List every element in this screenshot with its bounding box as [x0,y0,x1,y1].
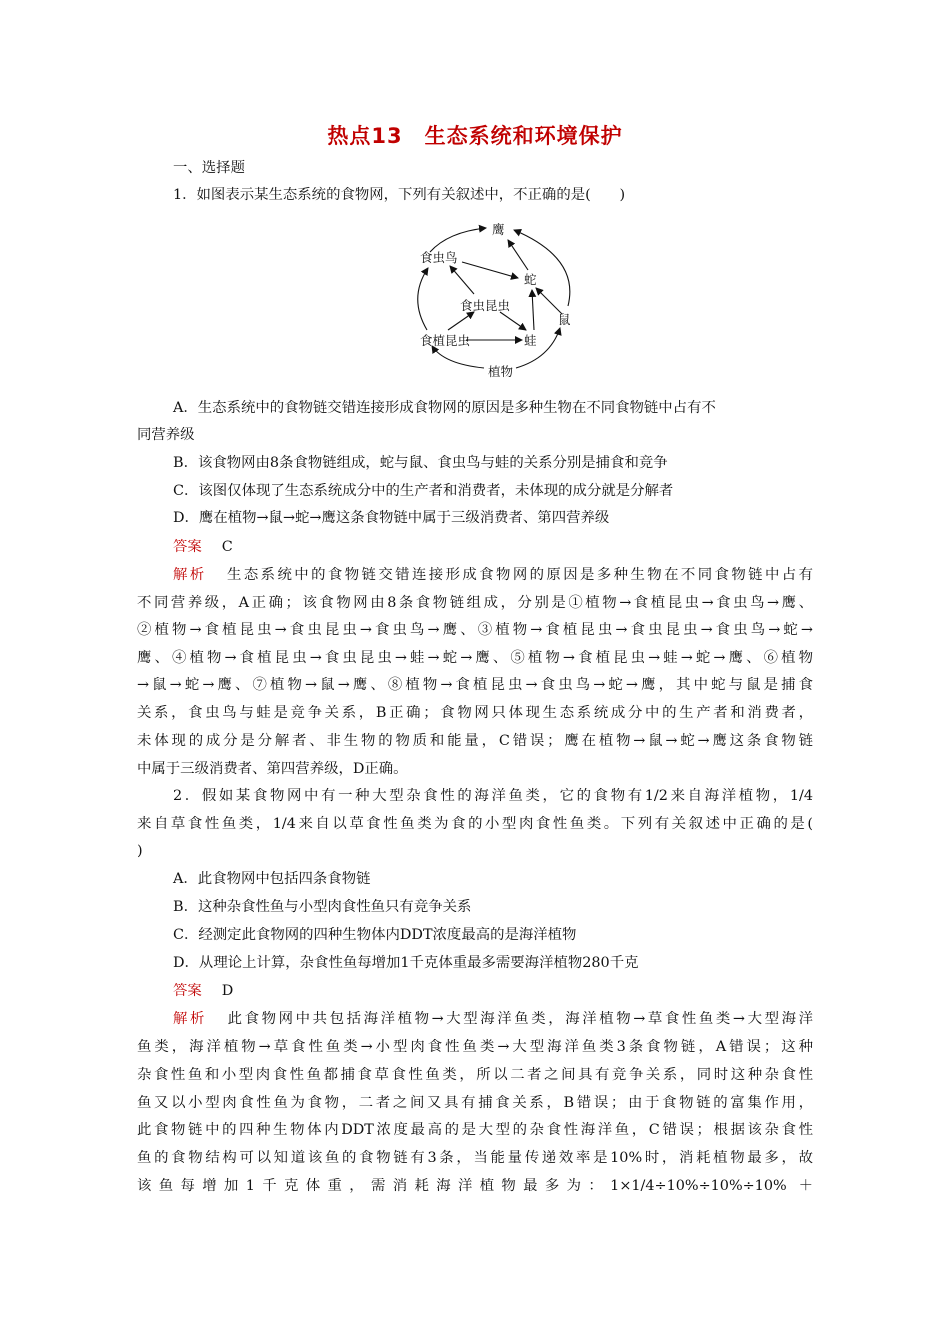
q1-analysis-line-2: 不同营养级，A正确；该食物网由8条食物链组成，分别是①植物→食植昆虫→食虫鸟→鹰、 [137,595,813,611]
arc-herbivorous-insect-to-insect-bird [418,268,428,330]
arrow-frog-to-snake [532,290,534,330]
analysis-text: 生态系统中的食物链交错连接形成食物网的原因是多种生物在不同食物链中占有 [224,567,813,583]
arc-plant-to-herbivorous-insect [432,346,484,368]
question-2-stem-line-2: 来自草食性鱼类，1/4来自以草食性鱼类为食的小型肉食性鱼类。下列有关叙述中正确的是( [137,816,813,832]
analysis-label: 解析 [173,1011,207,1027]
label-plant: 植物 [488,364,514,379]
q2-analysis-line-4: 鱼又以小型肉食性鱼为食物，二者之间又具有捕食关系，B错误；由于食物链的富集作用， [137,1095,813,1111]
arrow-snake-to-eagle [508,240,528,270]
q2-analysis-line-5: 此食物链中的四种生物体内DDT浓度最高的是大型的杂食性海洋鱼，C错误；根据该杂食性 [137,1122,813,1138]
q2-analysis-line-7: 该鱼每增加1千克体重，需消耗海洋植物最多为：1×1/4÷10%÷10%÷10% ＋ [137,1178,813,1194]
question-2-stem-line-1: 2．假如某食物网中有一种大型杂食性的海洋鱼类，它的食物有1/2来自海洋植物，1/4 [173,788,813,804]
analysis-label: 解析 [173,567,207,583]
q1-analysis-line-5: →鼠→蛇→鹰、⑦植物→鼠→鹰、⑧植物→食植昆虫→食虫鸟→蛇→鹰，其中蛇与鼠是捕食 [137,677,813,693]
q1-answer [173,537,813,557]
q1-analysis-line-3: ②植物→食植昆虫→食虫昆虫→食虫鸟→鹰、③植物→食植昆虫→食虫昆虫→食虫鸟→蛇→ [137,622,813,638]
label-mouse: 鼠 [558,312,571,327]
arc-insect-bird-to-eagle [430,228,486,252]
q1-option-a-line-1: A．生态系统中的食物链交错连接形成食物网的原因是多种生物在不同食物链中占有不 [173,400,716,416]
section-heading: 一、选择题 [173,160,245,176]
q2-option-b: B．这种杂食性鱼与小型肉食性鱼只有竞争关系 [173,899,472,915]
page-title [0,120,950,150]
label-insect-bird: 食虫鸟 [420,250,458,265]
q2-option-d: D．从理论上计算，杂食性鱼每增加1千克体重最多需要海洋植物280千克 [173,955,639,971]
arrow-herbivorous-insect-to-insectivorous-insect [448,312,474,330]
q1-analysis-line-1 [173,565,813,585]
answer-value: C [221,539,233,555]
label-eagle: 鹰 [492,222,505,237]
label-snake: 蛇 [524,272,537,287]
q1-analysis-line-7: 未体现的成分是分解者、非生物的物质和能量，C错误；鹰在植物→鼠→蛇→鹰这条食物链 [137,733,813,749]
q1-option-b: B．该食物网由8条食物链组成，蛇与鼠、食虫鸟与蛙的关系分别是捕食和竞争 [173,455,668,471]
q2-analysis-line-1 [173,1009,813,1029]
food-web-diagram [410,218,590,382]
q1-option-d: D．鹰在植物→鼠→蛇→鹰这条食物链中属于三级消费者、第四营养级 [173,510,610,526]
q1-option-a-line-2: 同营养级 [137,427,195,443]
q1-option-c: C．该图仅体现了生态系统成分中的生产者和消费者，未体现的成分就是分解者 [173,483,674,499]
analysis-text: 此食物网中共包括海洋植物→大型海洋鱼类，海洋植物→草食性鱼类→大型海洋 [225,1011,813,1027]
question-2-stem-line-3: ) [137,843,143,859]
question-1-stem: 1．如图表示某生态系统的食物网，下列有关叙述中，不正确的是( ) [173,187,626,203]
q1-analysis-line-8: 中属于三级消费者、第四营养级，D正确。 [137,761,408,777]
q2-answer [173,981,813,1001]
q1-analysis-line-6: 关系，食虫鸟与蛙是竞争关系，B正确；食物网只体现生态系统成分中的生产者和消费者， [137,705,813,721]
q1-analysis-line-4: 鹰、④植物→食植昆虫→食虫昆虫→蛙→蛇→鹰、⑤植物→食植昆虫→蛙→蛇→鹰、⑥植物 [137,650,813,666]
title-prefix: 热点13 [327,124,403,148]
q2-analysis-line-6: 鱼的食物结构可以知道该鱼的食物链有3条，当能量传递效率是10%时，消耗植物最多，故 [137,1150,813,1166]
label-frog: 蛙 [524,333,537,348]
arrow-mouse-to-snake [536,288,562,314]
answer-label: 答案 [173,983,202,999]
arc-plant-to-mouse [516,328,560,368]
q2-option-c: C．经测定此食物网的四种生物体内DDT浓度最高的是海洋植物 [173,927,577,943]
q2-option-a: A．此食物网中包括四条食物链 [173,871,371,887]
q2-analysis-line-2: 鱼类，海洋植物→草食性鱼类→小型肉食性鱼类→大型海洋鱼类3条食物链，A错误；这种 [137,1039,813,1055]
q2-analysis-line-3: 杂食性鱼和小型肉食性鱼都捕食草食性鱼类，所以二者之间具有竞争关系，同时这种杂食性 [137,1067,813,1083]
answer-label: 答案 [173,539,202,555]
arrow-insectivorous-insect-to-frog [500,312,526,330]
answer-value: D [221,983,234,999]
title-main: 生态系统和环境保护 [424,124,623,148]
label-herbivorous-insect: 食植昆虫 [420,333,471,348]
label-insectivorous-insect: 食虫昆虫 [460,298,511,313]
arrow-insect-bird-to-snake [462,262,518,278]
arrow-insectivorous-insect-to-insect-bird [450,266,474,294]
